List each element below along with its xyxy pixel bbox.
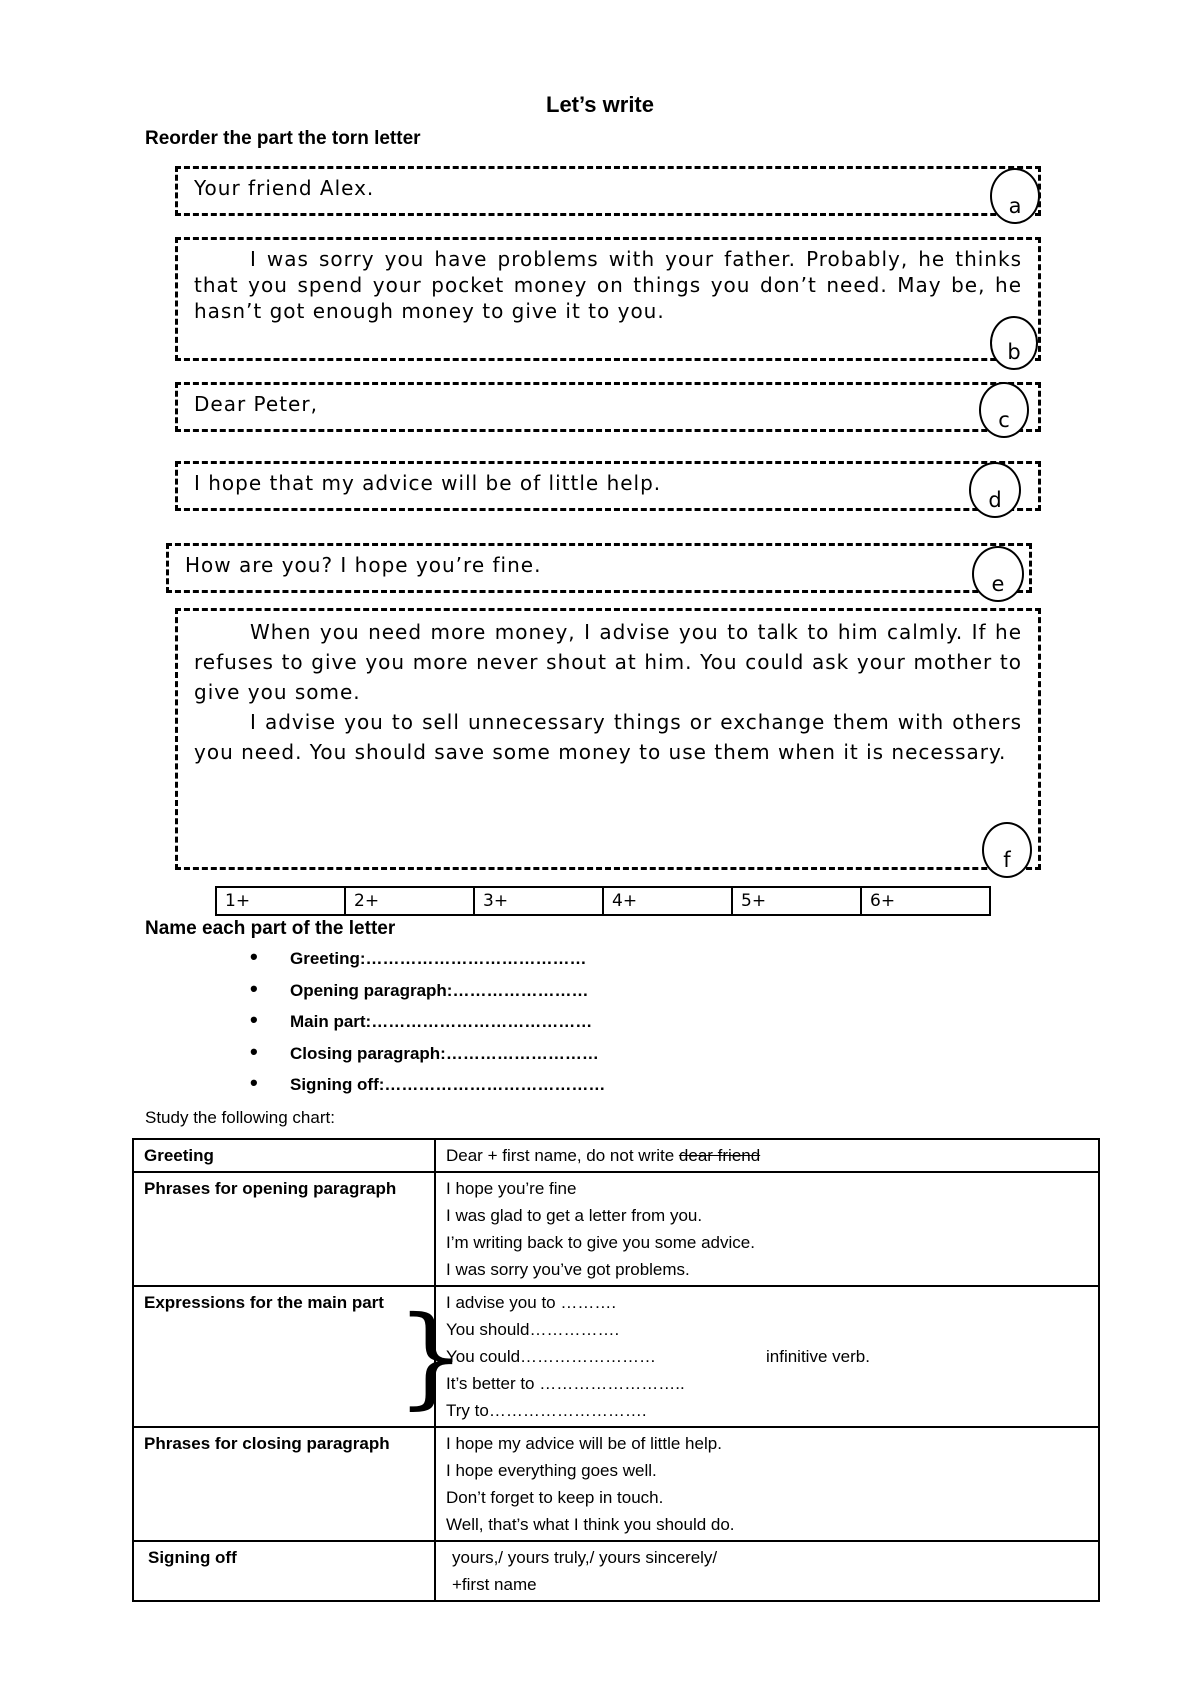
- label-c: c: [979, 382, 1029, 438]
- phrase: You could……………………: [446, 1347, 657, 1366]
- table-row: [133, 1172, 1099, 1286]
- phrase: Don’t forget to keep in touch.: [446, 1488, 664, 1507]
- letter-part-c: [175, 382, 1041, 432]
- label-b: b: [990, 316, 1038, 370]
- letter-part-c-text: Dear Peter,: [194, 392, 318, 416]
- chart-label: Phrases for opening paragraph: [133, 1172, 435, 1286]
- order-cell[interactable]: 2+: [345, 887, 474, 915]
- letter-part-d: [175, 461, 1041, 511]
- order-cell[interactable]: 6+: [861, 887, 990, 915]
- label-a: a: [990, 168, 1040, 224]
- phrase: I advise you to ……….: [446, 1293, 617, 1312]
- chart-label: Signing off: [133, 1541, 435, 1601]
- letter-part-a-text: Your friend Alex.: [194, 176, 375, 200]
- chart-label: [133, 1286, 466, 1427]
- chart-cell: [435, 1172, 1099, 1286]
- order-cell[interactable]: 1+: [216, 887, 345, 915]
- reorder-heading: Reorder the part the torn letter: [145, 128, 421, 149]
- chart-cell: [435, 1286, 1099, 1427]
- chart-cell: [435, 1427, 1099, 1541]
- order-cell[interactable]: 5+: [732, 887, 861, 915]
- phrase: I was glad to get a letter from you.: [446, 1206, 703, 1225]
- list-item: • Main part:…………………………………: [250, 1011, 605, 1043]
- phrase: yours,/ yours truly,/ yours sincerely/: [452, 1548, 718, 1567]
- chart-label-text: Expressions for the main part: [144, 1293, 384, 1312]
- table-row: [133, 1286, 1099, 1427]
- phrase: I’m writing back to give you some advice.: [446, 1233, 755, 1252]
- phrase: You should…………….: [446, 1320, 620, 1339]
- list-item: • Closing paragraph:………………………: [250, 1043, 605, 1075]
- phrase: It’s better to ……………………..: [446, 1374, 685, 1393]
- list-item: • Opening paragraph:……………………: [250, 980, 605, 1012]
- phrase: I hope my advice will be of little help.: [446, 1434, 722, 1453]
- order-cell[interactable]: 4+: [603, 887, 732, 915]
- table-row: [133, 1541, 1099, 1601]
- label-d: d: [969, 462, 1021, 518]
- infinitive-note: infinitive verb.: [766, 1347, 870, 1366]
- list-item: • Greeting:…………………………………: [250, 948, 605, 980]
- chart-label: Phrases for closing paragraph: [133, 1427, 435, 1541]
- label-e: e: [972, 546, 1024, 602]
- chart-cell: [435, 1541, 1099, 1601]
- order-answer-table: [215, 886, 991, 916]
- study-label: Study the following chart:: [145, 1108, 335, 1127]
- letter-part-e: [166, 543, 1032, 593]
- chart-label: Greeting: [133, 1139, 435, 1172]
- brace-icon: }: [396, 1292, 466, 1420]
- name-parts-heading: Name each part of the letter: [145, 918, 396, 939]
- phrase: I hope everything goes well.: [446, 1461, 657, 1480]
- greeting-text: Dear + first name, do not write: [446, 1146, 679, 1165]
- letter-parts-list: [250, 948, 605, 1106]
- label-f: f: [982, 822, 1032, 878]
- letter-part-d-text: I hope that my advice will be of little help.: [194, 471, 662, 495]
- phrase: I hope you’re fine: [446, 1179, 577, 1198]
- chart-cell: [435, 1139, 1099, 1172]
- phrase: Try to……………………….: [446, 1401, 647, 1420]
- table-row: [133, 1427, 1099, 1541]
- order-cell[interactable]: 3+: [474, 887, 603, 915]
- phrase: Well, that’s what I think you should do.: [446, 1515, 735, 1534]
- struck-text: dear friend: [678, 1146, 761, 1165]
- page-title: Let’s write: [546, 92, 654, 117]
- list-item: • Signing off:…………………………………: [250, 1074, 605, 1106]
- table-row: [133, 1139, 1099, 1172]
- letter-part-f-paragraph-1: When you need more money, I advise you to talk to him calmly. If he refuses to give you more never shout at him. You could ask your mother to give you some.: [194, 620, 1022, 704]
- letter-part-b: [175, 237, 1041, 361]
- phrase: +first name: [452, 1575, 537, 1594]
- letter-part-e-text: How are you? I hope you’re fine.: [185, 553, 542, 577]
- letter-part-f: [175, 608, 1041, 870]
- letter-part-b-text: I was sorry you have problems with your father. Probably, he thinks that you spend your pocket money on things you don’t need. May be, he hasn’t got enough money to give it to you.: [194, 247, 1022, 323]
- letter-part-a: [175, 166, 1041, 216]
- phrase: I was sorry you’ve got problems.: [446, 1260, 690, 1279]
- phrases-chart: [132, 1138, 1100, 1602]
- letter-part-f-paragraph-2: I advise you to sell unnecessary things or exchange them with others you need. You should save some money to use them when it is necessary.: [194, 710, 1022, 764]
